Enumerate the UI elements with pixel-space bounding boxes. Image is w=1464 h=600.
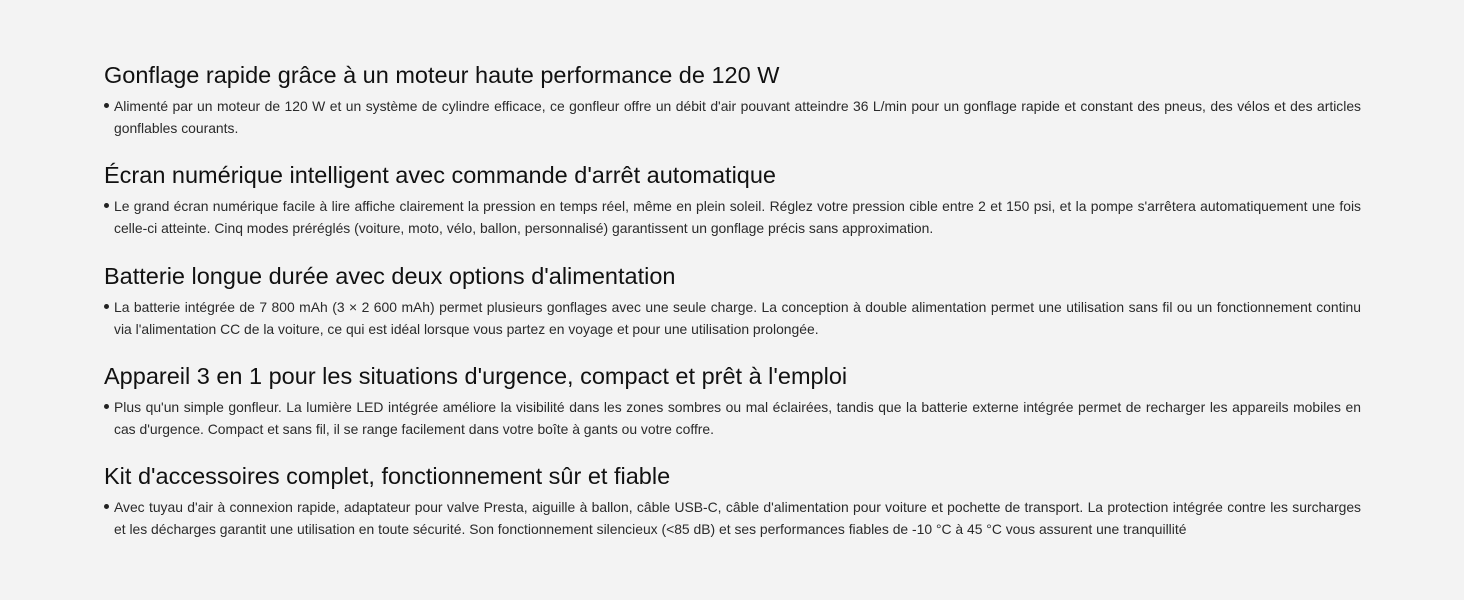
- bullet-dot-icon: [104, 103, 109, 108]
- feature-bullet-item: [104, 497, 1361, 540]
- bullet-dot-icon: [104, 304, 109, 309]
- feature-heading: Écran numérique intelligent avec commande d'arrêt automatique: [104, 162, 776, 188]
- feature-description: Plus qu'un simple gonfleur. La lumière LED intégrée améliore la visibilité dans les zones sombres ou mal éclairées, tandis que la batterie externe intégrée permet de recharger les appareils mobiles en cas d'urgence. Compact et sans fil, il se range facilement dans votre boîte à gants ou votre coffre.: [114, 399, 1361, 437]
- bullet-dot-icon: [104, 404, 109, 409]
- feature-section-3-in-1: [104, 361, 1361, 440]
- feature-heading: Kit d'accessoires complet, fonctionnement sûr et fiable: [104, 463, 671, 489]
- feature-description: Alimenté par un moteur de 120 W et un système de cylindre efficace, ce gonfleur offre un débit d'air pouvant atteindre 36 L/min pour un gonflage rapide et constant des pneus, des vélos et des articles gonflables courants.: [114, 98, 1361, 136]
- feature-description: Le grand écran numérique facile à lire affiche clairement la pression en temps réel, même en plein soleil. Réglez votre pression cible entre 2 et 150 psi, et la pompe s'arrêtera automatiquement une fois celle-ci atteinte. Cinq modes préréglés (voiture, moto, vélo, ballon, personnalisé) garantissent un gonflage précis sans approximation.: [114, 198, 1361, 236]
- feature-description: La batterie intégrée de 7 800 mAh (3 × 2 600 mAh) permet plusieurs gonflages avec une seule charge. La conception à double alimentation permet une utilisation sans fil ou un fonctionnement continu via l'alimentation CC de la voiture, ce qui est idéal lorsque vous partez en voyage et pour une utilisation prolongée.: [114, 299, 1361, 337]
- feature-bullet-item: [104, 96, 1361, 139]
- feature-section-battery: [104, 261, 1361, 340]
- feature-section-digital-screen: [104, 160, 1361, 239]
- bullet-dot-icon: [104, 203, 109, 208]
- bullet-dot-icon: [104, 504, 109, 509]
- feature-bullet-item: [104, 397, 1361, 440]
- feature-section-accessories: [104, 461, 1361, 540]
- feature-section-fast-inflation: [104, 60, 1361, 139]
- feature-description: Avec tuyau d'air à connexion rapide, adaptateur pour valve Presta, aiguille à ballon, câble USB-C, câble d'alimentation pour voiture et pochette de transport. La protection intégrée contre les surcharges et les décharges garantit une utilisation en toute sécurité. Son fonctionnement silencieux (<85 dB) et ses performances fiables de -10 °C à 45 °C vous assurent une tranquillité: [114, 499, 1361, 537]
- feature-heading: Appareil 3 en 1 pour les situations d'urgence, compact et prêt à l'emploi: [104, 363, 848, 389]
- feature-bullet-item: [104, 196, 1361, 239]
- feature-heading: Batterie longue durée avec deux options d'alimentation: [104, 263, 676, 289]
- feature-bullet-item: [104, 297, 1361, 340]
- feature-heading: Gonflage rapide grâce à un moteur haute performance de 120 W: [104, 62, 780, 88]
